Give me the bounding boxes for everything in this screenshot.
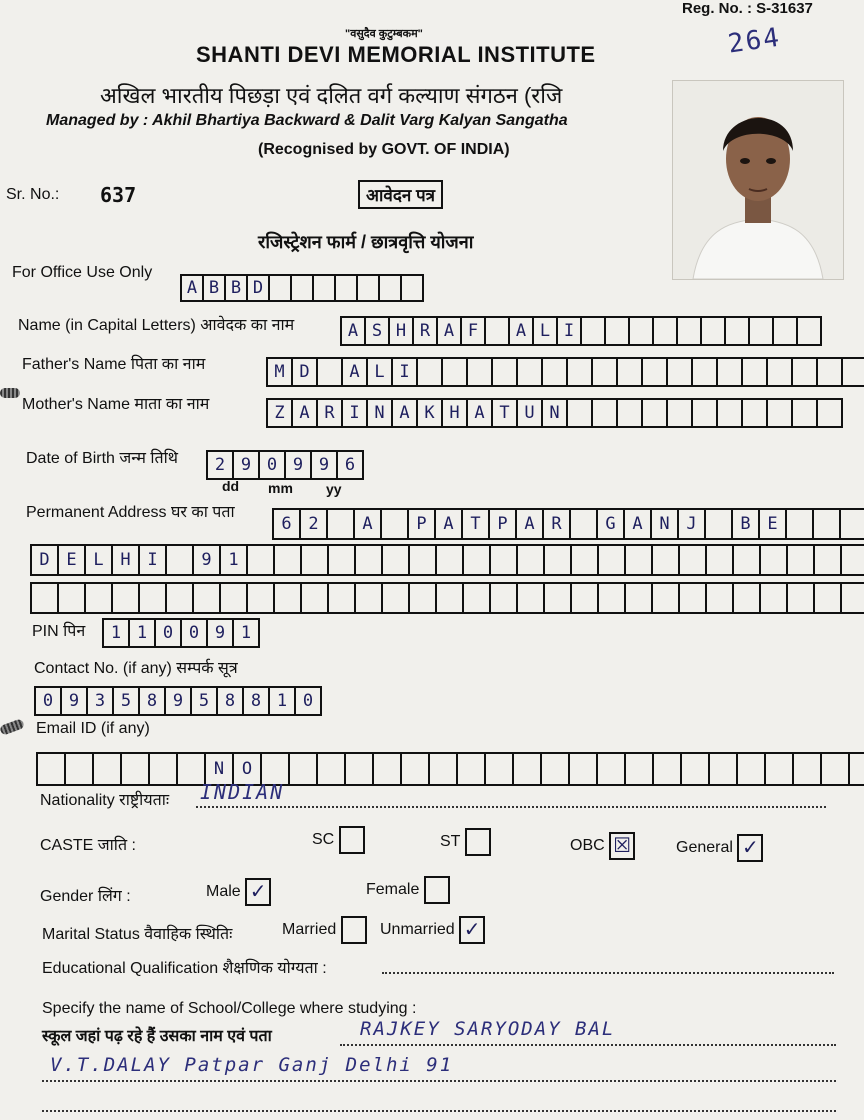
char-box[interactable]: [641, 398, 668, 428]
char-box[interactable]: F: [460, 316, 486, 346]
char-box[interactable]: 0: [180, 618, 208, 648]
char-box[interactable]: N: [366, 398, 393, 428]
address-line3-boxes[interactable]: [30, 582, 864, 614]
char-box[interactable]: 8: [242, 686, 270, 716]
char-box[interactable]: [326, 508, 355, 540]
address-line1-boxes[interactable]: [272, 508, 864, 540]
recognised-text: (Recognised by GOVT. OF INDIA): [258, 141, 510, 158]
char-box[interactable]: 1: [268, 686, 296, 716]
sr-no-value: 637: [100, 183, 137, 207]
char-box[interactable]: [676, 316, 702, 346]
char-box[interactable]: 6: [336, 450, 364, 480]
char-box[interactable]: 3: [86, 686, 114, 716]
char-box[interactable]: [516, 357, 543, 387]
form-title: रजिस्ट्रेशन फार्म / छात्रवृत्ति योजना: [258, 232, 474, 252]
char-box[interactable]: E: [758, 508, 787, 540]
dob-label: Date of Birth जन्म तिथि: [26, 450, 178, 467]
char-box[interactable]: [516, 544, 545, 576]
caste-obc[interactable]: [570, 832, 635, 860]
school-value-1[interactable]: RAJKEY SARYODAY BAL: [360, 1018, 616, 1040]
char-box[interactable]: E: [57, 544, 86, 576]
clip-icon-2: [0, 718, 25, 736]
marital-married-checkbox[interactable]: [341, 916, 367, 944]
reg-number: Reg. No. : S-31637: [682, 0, 813, 17]
char-box[interactable]: [380, 508, 409, 540]
char-box[interactable]: N: [650, 508, 679, 540]
char-box[interactable]: [759, 544, 788, 576]
char-box[interactable]: [597, 582, 626, 614]
char-box[interactable]: [300, 582, 329, 614]
char-box[interactable]: [316, 752, 346, 786]
char-box[interactable]: [813, 544, 842, 576]
char-box[interactable]: [741, 398, 768, 428]
char-box[interactable]: [246, 582, 275, 614]
char-box[interactable]: [334, 274, 358, 302]
caste-general-label: General: [676, 839, 733, 857]
char-box[interactable]: B: [224, 274, 248, 302]
marital-unmarried-checkbox[interactable]: ✓: [459, 916, 485, 944]
char-box[interactable]: [616, 357, 643, 387]
char-box[interactable]: A: [353, 508, 382, 540]
char-box[interactable]: [165, 544, 194, 576]
applicant-photo: [672, 80, 844, 280]
caste-general-checkbox[interactable]: ✓: [737, 834, 763, 862]
char-box[interactable]: [84, 582, 113, 614]
marital-married-label: Married: [282, 921, 337, 939]
char-box[interactable]: 9: [164, 686, 192, 716]
char-box[interactable]: M: [266, 357, 293, 387]
char-box[interactable]: [111, 582, 140, 614]
char-box[interactable]: [148, 752, 178, 786]
gender-male-checkbox[interactable]: ✓: [245, 878, 271, 906]
char-box[interactable]: [732, 582, 761, 614]
char-box[interactable]: G: [596, 508, 625, 540]
char-box[interactable]: [813, 582, 842, 614]
gender-male-label: Male: [206, 883, 241, 901]
char-box[interactable]: 9: [192, 544, 221, 576]
char-box[interactable]: 9: [232, 450, 260, 480]
char-box[interactable]: H: [388, 316, 414, 346]
dob-yy: yy: [326, 481, 342, 497]
char-box[interactable]: A: [341, 357, 368, 387]
char-box[interactable]: L: [366, 357, 393, 387]
gender-female[interactable]: [366, 876, 450, 904]
char-box[interactable]: [344, 752, 374, 786]
char-box[interactable]: [666, 357, 693, 387]
char-box[interactable]: [624, 582, 653, 614]
char-box[interactable]: A: [515, 508, 544, 540]
reg-handwritten: 264: [726, 22, 783, 60]
char-box[interactable]: 6: [272, 508, 301, 540]
char-box[interactable]: [354, 582, 383, 614]
name-label: Name (in Capital Letters) आवेदक का नाम: [18, 317, 295, 334]
char-box[interactable]: [840, 582, 864, 614]
char-box[interactable]: [580, 316, 606, 346]
char-box[interactable]: [732, 544, 761, 576]
char-box[interactable]: 0: [258, 450, 286, 480]
char-box[interactable]: [624, 544, 653, 576]
char-box[interactable]: [591, 357, 618, 387]
char-box[interactable]: I: [556, 316, 582, 346]
char-box[interactable]: B: [202, 274, 226, 302]
char-box[interactable]: [372, 752, 402, 786]
school-value-2[interactable]: V.T.DALAY Patpar Ganj Delhi 91: [50, 1054, 454, 1076]
contact-label: Contact No. (if any) सम्पर्क सूत्र: [34, 660, 238, 677]
char-box[interactable]: D: [30, 544, 59, 576]
char-box[interactable]: [791, 398, 818, 428]
education-line[interactable]: [382, 972, 834, 974]
char-box[interactable]: [591, 398, 618, 428]
char-box[interactable]: L: [84, 544, 113, 576]
nationality-value[interactable]: INDIAN: [200, 780, 285, 804]
char-box[interactable]: [691, 398, 718, 428]
email-label: Email ID (if any): [36, 720, 150, 737]
char-box[interactable]: [786, 544, 815, 576]
address-line2-boxes[interactable]: [30, 544, 864, 576]
char-box[interactable]: A: [466, 398, 493, 428]
char-box[interactable]: 1: [219, 544, 248, 576]
char-box[interactable]: [57, 582, 86, 614]
char-box[interactable]: [700, 316, 726, 346]
char-box[interactable]: 9: [284, 450, 312, 480]
nationality-label: Nationality राष्ट्रीयताः: [40, 792, 170, 809]
char-box[interactable]: [759, 582, 788, 614]
char-box[interactable]: [489, 582, 518, 614]
char-box[interactable]: [786, 582, 815, 614]
char-box[interactable]: [489, 544, 518, 576]
char-box[interactable]: N: [204, 752, 234, 786]
char-box[interactable]: [716, 398, 743, 428]
char-box[interactable]: [466, 357, 493, 387]
char-box[interactable]: H: [111, 544, 140, 576]
char-box[interactable]: [400, 274, 424, 302]
caste-sc[interactable]: [312, 826, 365, 854]
managed-by: Managed by : Akhil Bhartiya Backward & Dalit Varg Kalyan Sangatha: [46, 112, 568, 129]
char-box[interactable]: [772, 316, 798, 346]
caste-general[interactable]: [676, 834, 763, 862]
char-box[interactable]: [652, 316, 678, 346]
char-box[interactable]: [691, 357, 718, 387]
mother-label: Mother's Name माता का नाम: [22, 396, 210, 413]
char-box[interactable]: [219, 582, 248, 614]
char-box[interactable]: [36, 752, 66, 786]
dob-boxes[interactable]: [206, 450, 362, 480]
char-box[interactable]: D: [291, 357, 318, 387]
char-box[interactable]: U: [516, 398, 543, 428]
marital-unmarried[interactable]: [380, 916, 485, 944]
char-box[interactable]: 1: [232, 618, 260, 648]
char-box[interactable]: [816, 357, 843, 387]
char-box[interactable]: [540, 752, 570, 786]
char-box[interactable]: [120, 752, 150, 786]
clip-icon: [0, 388, 20, 398]
char-box[interactable]: [641, 357, 668, 387]
dob-dd: dd: [222, 478, 240, 494]
char-box[interactable]: [484, 316, 510, 346]
char-box[interactable]: 1: [128, 618, 156, 648]
char-box[interactable]: [491, 357, 518, 387]
char-box[interactable]: [704, 508, 733, 540]
char-box[interactable]: A: [436, 316, 462, 346]
char-box[interactable]: L: [532, 316, 558, 346]
caste-st[interactable]: [440, 828, 491, 856]
char-box[interactable]: [543, 544, 572, 576]
char-box[interactable]: [92, 752, 122, 786]
char-box[interactable]: [312, 274, 336, 302]
char-box[interactable]: A: [340, 316, 366, 346]
char-box[interactable]: [678, 582, 707, 614]
char-box[interactable]: T: [461, 508, 490, 540]
char-box[interactable]: [812, 508, 841, 540]
char-box[interactable]: R: [412, 316, 438, 346]
char-box[interactable]: Z: [266, 398, 293, 428]
char-box[interactable]: [705, 544, 734, 576]
marital-married[interactable]: [282, 916, 367, 944]
char-box[interactable]: [456, 752, 486, 786]
office-use-boxes: [180, 274, 422, 302]
char-box[interactable]: [484, 752, 514, 786]
char-box[interactable]: [816, 398, 843, 428]
char-box[interactable]: [327, 544, 356, 576]
char-box[interactable]: I: [138, 544, 167, 576]
char-box[interactable]: 0: [34, 686, 62, 716]
char-box[interactable]: [741, 357, 768, 387]
char-box[interactable]: [416, 357, 443, 387]
char-box[interactable]: 9: [310, 450, 338, 480]
school-line-3: [42, 1110, 836, 1112]
char-box[interactable]: [300, 544, 329, 576]
char-box[interactable]: [624, 752, 654, 786]
contact-boxes[interactable]: [34, 686, 320, 716]
char-box[interactable]: [766, 357, 793, 387]
email-boxes[interactable]: [36, 752, 864, 786]
char-box[interactable]: [596, 752, 626, 786]
char-box[interactable]: P: [488, 508, 517, 540]
char-box[interactable]: [840, 544, 864, 576]
char-box[interactable]: [791, 357, 818, 387]
char-box[interactable]: [569, 508, 598, 540]
char-box[interactable]: 8: [216, 686, 244, 716]
motto: "वसुदैव कुटुम्बकम": [345, 28, 423, 40]
char-box[interactable]: H: [441, 398, 468, 428]
char-box[interactable]: [462, 544, 491, 576]
char-box[interactable]: [273, 544, 302, 576]
char-box[interactable]: J: [677, 508, 706, 540]
char-box[interactable]: [381, 544, 410, 576]
char-box[interactable]: [796, 316, 822, 346]
char-box[interactable]: [138, 582, 167, 614]
char-box[interactable]: [288, 752, 318, 786]
char-box[interactable]: 5: [190, 686, 218, 716]
char-box[interactable]: [705, 582, 734, 614]
char-box[interactable]: S: [364, 316, 390, 346]
char-box[interactable]: 2: [206, 450, 234, 480]
pin-label: PIN पिन: [32, 623, 86, 640]
char-box[interactable]: I: [391, 357, 418, 387]
marital-label: Marital Status वैवाहिक स्थितिः: [42, 926, 233, 943]
caste-sc-label: SC: [312, 831, 335, 849]
char-box[interactable]: R: [316, 398, 343, 428]
caste-label: CASTE जाति :: [40, 837, 136, 854]
char-box[interactable]: [566, 398, 593, 428]
dob-mm: mm: [268, 480, 293, 496]
char-box[interactable]: R: [542, 508, 571, 540]
char-box[interactable]: B: [731, 508, 760, 540]
char-box[interactable]: [651, 544, 680, 576]
char-box[interactable]: A: [291, 398, 318, 428]
char-box[interactable]: [246, 544, 275, 576]
char-box[interactable]: [651, 582, 680, 614]
char-box[interactable]: [680, 752, 710, 786]
caste-obc-label: OBC: [570, 837, 605, 855]
char-box[interactable]: [441, 357, 468, 387]
char-box[interactable]: [268, 274, 292, 302]
char-box[interactable]: [724, 316, 750, 346]
char-box[interactable]: I: [341, 398, 368, 428]
form-type-box: आवेदन पत्र: [358, 180, 443, 209]
char-box[interactable]: [290, 274, 314, 302]
char-box[interactable]: [512, 752, 542, 786]
gender-male[interactable]: [206, 878, 271, 906]
char-box[interactable]: [785, 508, 814, 540]
char-box[interactable]: [408, 544, 437, 576]
sr-no-label: Sr. No.:: [6, 186, 60, 203]
father-label: Father's Name पिता का नाम: [22, 356, 206, 373]
char-box[interactable]: 0: [154, 618, 182, 648]
char-box[interactable]: [568, 752, 598, 786]
school-line-2: [42, 1080, 836, 1082]
caste-st-checkbox[interactable]: [465, 828, 491, 856]
char-box[interactable]: [839, 508, 864, 540]
char-box[interactable]: [566, 357, 593, 387]
char-box[interactable]: 0: [294, 686, 322, 716]
education-label: Educational Qualification शैक्षणिक योग्यता :: [42, 960, 327, 977]
char-box[interactable]: [408, 582, 437, 614]
char-box[interactable]: K: [416, 398, 443, 428]
char-box[interactable]: [435, 582, 464, 614]
char-box[interactable]: [736, 752, 766, 786]
char-box[interactable]: 9: [206, 618, 234, 648]
char-box[interactable]: [678, 544, 707, 576]
char-box[interactable]: [604, 316, 630, 346]
institute-title: SHANTI DEVI MEMORIAL INSTITUTE: [196, 42, 596, 67]
gender-label: Gender लिंग :: [40, 888, 131, 905]
caste-obc-checkbox[interactable]: ☒: [609, 832, 635, 860]
char-box[interactable]: [766, 398, 793, 428]
char-box[interactable]: [64, 752, 94, 786]
char-box[interactable]: A: [508, 316, 534, 346]
char-box[interactable]: A: [180, 274, 204, 302]
char-box[interactable]: [273, 582, 302, 614]
caste-st-label: ST: [440, 833, 461, 851]
char-box[interactable]: O: [232, 752, 262, 786]
char-box[interactable]: [428, 752, 458, 786]
char-box[interactable]: [356, 274, 380, 302]
char-box[interactable]: [616, 398, 643, 428]
char-box[interactable]: [570, 582, 599, 614]
mother-name-boxes[interactable]: [266, 398, 841, 428]
char-box[interactable]: [400, 752, 430, 786]
char-box[interactable]: [192, 582, 221, 614]
address-label: Permanent Address घर का पता: [26, 504, 235, 521]
pin-boxes[interactable]: [102, 618, 258, 648]
char-box[interactable]: [327, 582, 356, 614]
char-box[interactable]: [748, 316, 774, 346]
father-name-boxes[interactable]: [266, 357, 864, 387]
char-box[interactable]: [652, 752, 682, 786]
char-box[interactable]: [462, 582, 491, 614]
school-line-1: [340, 1044, 836, 1046]
char-box[interactable]: T: [491, 398, 518, 428]
char-box[interactable]: [708, 752, 738, 786]
char-box[interactable]: [381, 582, 410, 614]
char-box[interactable]: [597, 544, 626, 576]
char-box[interactable]: 1: [102, 618, 130, 648]
char-box[interactable]: [666, 398, 693, 428]
char-box[interactable]: [716, 357, 743, 387]
char-box[interactable]: 9: [60, 686, 88, 716]
char-box[interactable]: A: [623, 508, 652, 540]
name-boxes[interactable]: [340, 316, 820, 346]
char-box[interactable]: [848, 752, 864, 786]
school-label: Specify the name of School/College where studying :: [42, 1000, 417, 1017]
char-box[interactable]: [354, 544, 383, 576]
char-box[interactable]: D: [246, 274, 270, 302]
char-box[interactable]: A: [434, 508, 463, 540]
char-box[interactable]: [841, 357, 864, 387]
char-box[interactable]: N: [541, 398, 568, 428]
char-box[interactable]: 5: [112, 686, 140, 716]
char-box[interactable]: [820, 752, 850, 786]
char-box[interactable]: [378, 274, 402, 302]
char-box[interactable]: [764, 752, 794, 786]
char-box[interactable]: [516, 582, 545, 614]
gender-female-label: Female: [366, 881, 420, 899]
char-box[interactable]: [30, 582, 59, 614]
char-box[interactable]: P: [407, 508, 436, 540]
office-use-label: For Office Use Only: [12, 264, 153, 281]
char-box[interactable]: [435, 544, 464, 576]
char-box[interactable]: [792, 752, 822, 786]
caste-sc-checkbox[interactable]: [339, 826, 365, 854]
nationality-line: [196, 806, 826, 808]
char-box[interactable]: [543, 582, 572, 614]
organisation-hindi: अखिल भारतीय पिछड़ा एवं दलित वर्ग कल्याण संगठन (रजि: [100, 83, 563, 108]
gender-female-checkbox[interactable]: [424, 876, 450, 904]
char-box[interactable]: [316, 357, 343, 387]
char-box[interactable]: [628, 316, 654, 346]
char-box[interactable]: 8: [138, 686, 166, 716]
char-box[interactable]: 2: [299, 508, 328, 540]
char-box[interactable]: [570, 544, 599, 576]
char-box[interactable]: [165, 582, 194, 614]
char-box[interactable]: [541, 357, 568, 387]
char-box[interactable]: A: [391, 398, 418, 428]
school-label-hindi: स्कूल जहां पढ़ रहे हैं उसका नाम एवं पता: [42, 1028, 272, 1045]
marital-unmarried-label: Unmarried: [380, 921, 455, 939]
